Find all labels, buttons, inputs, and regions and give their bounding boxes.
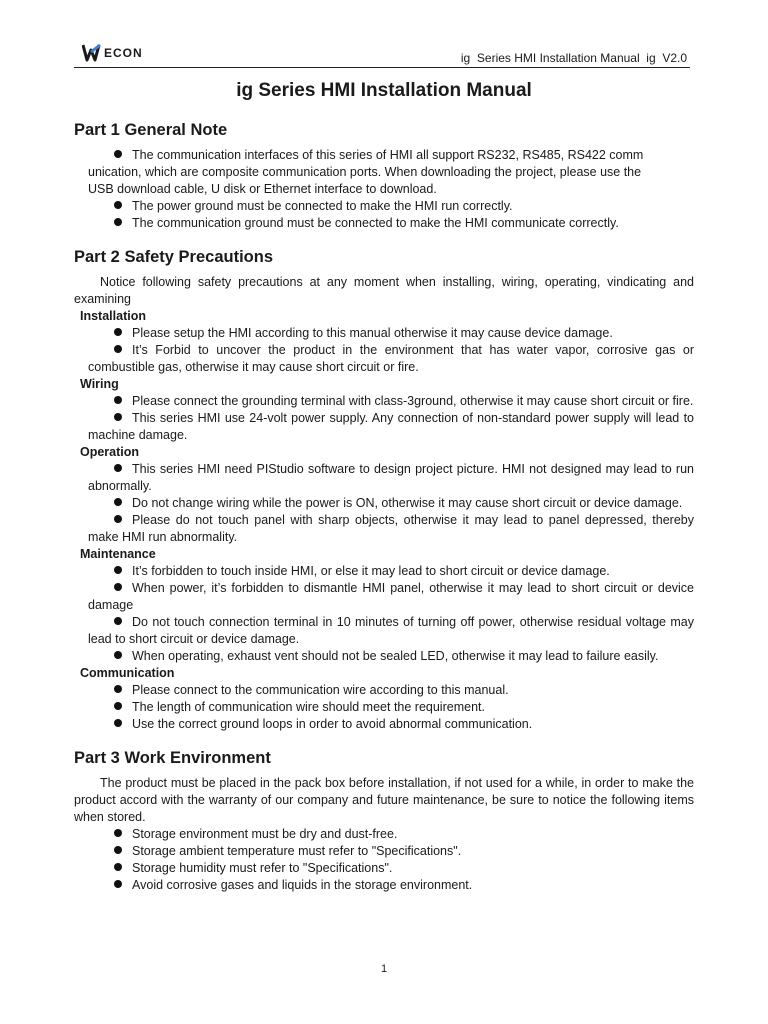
bullet-icon xyxy=(114,846,122,854)
list-item: The communication ground must be connected to make the HMI communicate correctly. xyxy=(74,215,694,232)
list-item: It’s forbidden to touch inside HMI, or else it may lead to short circuit or device damage. xyxy=(74,563,694,580)
list-item: Use the correct ground loops in order to avoid abnormal communication. xyxy=(74,716,694,733)
bullet-icon xyxy=(114,880,122,888)
document-title: ig Series HMI Installation Manual xyxy=(236,80,532,101)
subsection-communication: Communication xyxy=(80,666,175,680)
list-item: Storage environment must be dry and dust-free. xyxy=(74,826,694,843)
list-item: This series HMI need PIStudio software to design project picture. HMI not designed may lead to run abnormally. xyxy=(88,462,694,493)
part2-heading: Part 2 Safety Precautions xyxy=(74,248,273,266)
list-item: The power ground must be connected to make the HMI run correctly. xyxy=(74,198,694,215)
bullet-icon xyxy=(114,413,122,421)
bullet-icon xyxy=(114,829,122,837)
bullet-icon xyxy=(114,328,122,336)
list-item: Please connect the grounding terminal with class-3ground, otherwise it may cause short circuit or fire. xyxy=(74,393,694,410)
subsection-maintenance: Maintenance xyxy=(80,547,156,561)
bullet-icon xyxy=(114,617,122,625)
part1-list xyxy=(74,147,694,232)
list-item: Storage ambient temperature must refer to "Specifications". xyxy=(74,843,694,860)
list-item: The communication interfaces of this series of HMI all support RS232, RS485, RS422 comm xyxy=(74,147,694,164)
list-item: Do not touch connection terminal in 10 minutes of turning off power, otherwise residual voltage may lead to short circuit or device damage. xyxy=(88,615,694,646)
list-item-continuation: unication, which are composite communication ports. When downloading the project, please use the xyxy=(88,165,642,179)
list-item: Avoid corrosive gases and liquids in the storage environment. xyxy=(74,877,694,894)
list-item: Please connect to the communication wire according to this manual. xyxy=(74,682,694,699)
bullet-icon xyxy=(114,702,122,710)
page-number: 1 xyxy=(380,963,388,975)
svg-text:ECON: ECON xyxy=(104,46,143,60)
list-item: This series HMI use 24-volt power supply. Any connection of non-standard power supply will lead to machine damage. xyxy=(88,411,694,442)
wecon-logo xyxy=(82,43,154,63)
list-item: When power, it’s forbidden to dismantle HMI panel, otherwise it may lead to short circuit or device damage xyxy=(88,581,694,612)
part1-heading: Part 1 General Note xyxy=(74,121,228,139)
bullet-icon xyxy=(114,685,122,693)
list-item-continuation: USB download cable, U disk or Ethernet interface to download. xyxy=(88,182,437,196)
bullet-icon xyxy=(114,396,122,404)
list-item: Please setup the HMI according to this manual otherwise it may cause device damage. xyxy=(74,325,694,342)
bullet-icon xyxy=(114,345,122,353)
part3-heading: Part 3 Work Environment xyxy=(74,749,271,767)
subsection-installation: Installation xyxy=(80,309,146,323)
header-divider xyxy=(74,67,690,68)
document-body xyxy=(74,119,694,894)
bullet-icon xyxy=(114,566,122,574)
subsection-wiring: Wiring xyxy=(80,377,119,391)
bullet-icon xyxy=(114,218,122,226)
list-item: Do not change wiring while the power is ON, otherwise it may cause short circuit or device damage. xyxy=(74,495,694,512)
bullet-icon xyxy=(114,150,122,158)
list-item: When operating, exhaust vent should not be sealed LED, otherwise it may lead to failure easily. xyxy=(74,648,694,665)
bullet-icon xyxy=(114,719,122,727)
bullet-icon xyxy=(114,515,122,523)
list-item: Please do not touch panel with sharp objects, otherwise it may lead to panel depressed, thereby make HMI run abnormality. xyxy=(88,513,694,544)
subsection-operation: Operation xyxy=(80,445,140,459)
running-header: ig Series HMI Installation Manual ig V2.0 xyxy=(460,51,687,65)
part2-intro: Notice following safety precautions at any moment when installing, wiring, operating, vindicating and examining xyxy=(74,275,694,306)
list-item: Storage humidity must refer to "Specifications". xyxy=(74,860,694,877)
bullet-icon xyxy=(114,464,122,472)
part3-intro: The product must be placed in the pack box before installation, if not used for a while, in order to make the product accord with the warranty of our company and future maintenance, be sure to notice the following items when stored. xyxy=(74,776,694,824)
list-item: It’s Forbid to uncover the product in the environment that has water vapor, corrosive gas or combustible gas, otherwise it may cause short circuit or fire. xyxy=(88,343,694,374)
bullet-icon xyxy=(114,201,122,209)
bullet-icon xyxy=(114,498,122,506)
bullet-icon xyxy=(114,651,122,659)
bullet-icon xyxy=(114,583,122,591)
list-item: The length of communication wire should meet the requirement. xyxy=(74,699,694,716)
bullet-icon xyxy=(114,863,122,871)
